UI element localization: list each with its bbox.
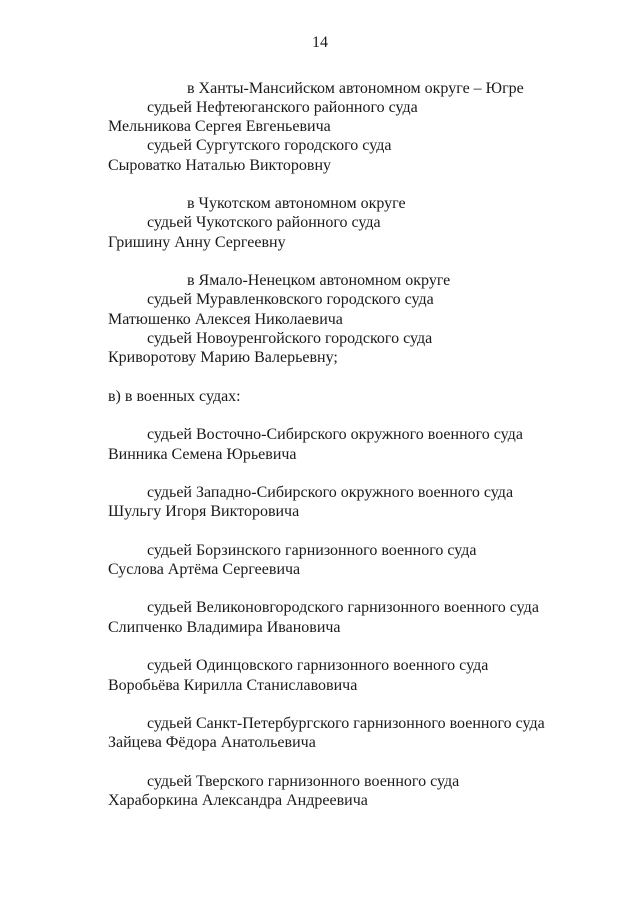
judge-name: Криворотову Марию Валерьевну; — [108, 349, 338, 366]
judge-name: Слипченко Владимира Ивановича — [108, 619, 341, 636]
region-heading-chukotka: в Чукотском автономном округе — [187, 195, 406, 212]
court-line: судьей Великоновгородского гарнизонного военного суда — [147, 599, 539, 616]
court-line: судьей Нефтеюганского районного суда — [147, 99, 418, 116]
region-heading-yanao: в Ямало-Ненецком автономном округе — [187, 272, 451, 289]
region-heading-khmao: в Ханты-Мансийском автономном округе – Югре — [187, 80, 524, 97]
court-line: судьей Санкт-Петербургского гарнизонного военного суда — [147, 715, 545, 732]
court-line: судьей Муравленковского городского суда — [147, 291, 434, 308]
court-line: судьей Сургутского городского суда — [147, 137, 392, 154]
court-line: судьей Одинцовского гарнизонного военного суда — [147, 657, 489, 674]
court-line: судьей Западно-Сибирского окружного военного суда — [147, 484, 514, 501]
section-heading-military-courts: в) в военных судах: — [108, 388, 241, 405]
judge-name: Воробьёва Кирилла Станиславовича — [108, 677, 358, 694]
judge-name: Суслова Артёма Сергеевича — [108, 561, 301, 578]
judge-name: Мельникова Сергея Евгеньевича — [108, 118, 331, 135]
judge-name: Шульгу Игоря Викторовича — [108, 503, 300, 520]
court-line: судьей Восточно-Сибирского окружного военного суда — [147, 426, 523, 443]
judge-name: Хараборкина Александра Андреевича — [108, 792, 368, 809]
court-line: судьей Борзинского гарнизонного военного суда — [147, 542, 477, 559]
judge-name: Зайцева Фёдора Анатольевича — [108, 734, 316, 751]
judge-name: Сыроватко Наталью Викторовну — [108, 157, 332, 174]
page-number: 14 — [312, 34, 328, 51]
court-line: судьей Тверского гарнизонного военного суда — [147, 773, 460, 790]
court-line: судьей Новоуренгойского городского суда — [147, 330, 433, 347]
judge-name: Матюшенко Алексея Николаевича — [108, 311, 343, 328]
court-line: судьей Чукотского районного суда — [147, 214, 381, 231]
judge-name: Винника Семена Юрьевича — [108, 446, 297, 463]
judge-name: Гришину Анну Сергеевну — [108, 234, 286, 251]
